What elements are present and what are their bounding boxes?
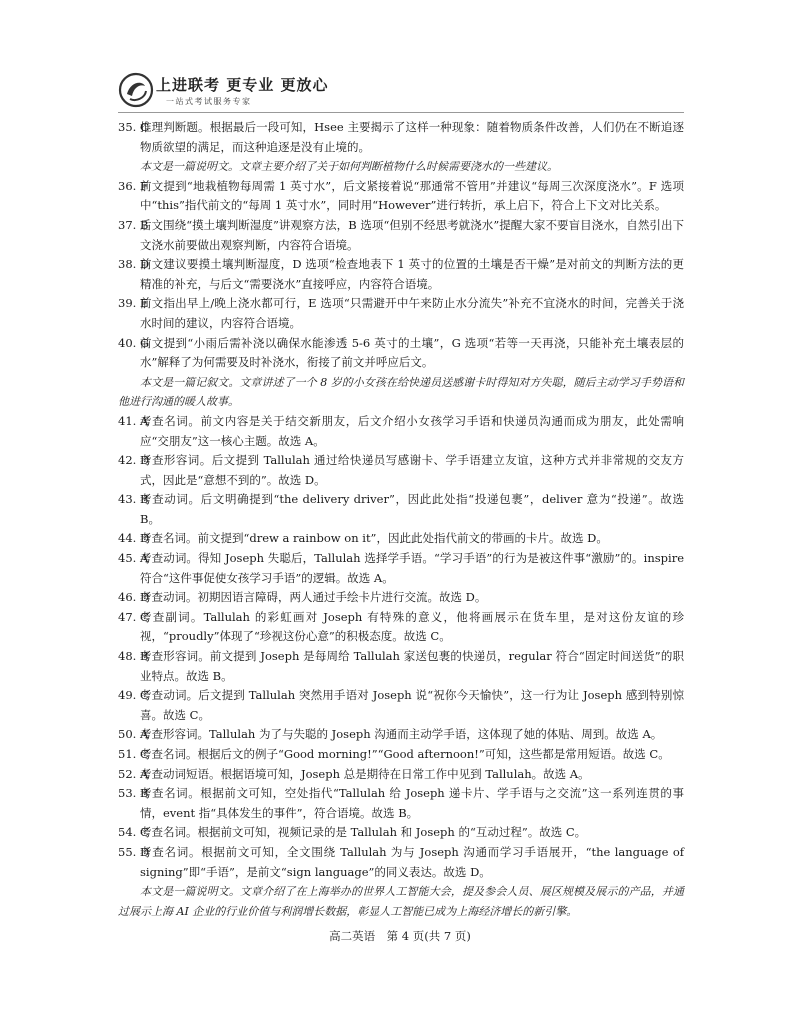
answer-item — [118, 784, 684, 823]
answer-item — [118, 412, 684, 451]
page-header — [118, 70, 418, 110]
answer-number: 46. D — [118, 590, 150, 605]
answer-number: 39. E — [118, 296, 149, 311]
answer-item — [118, 823, 684, 843]
answer-number: 53. B — [118, 786, 149, 801]
answer-explanation: 考查名词。根据前文可知，空处指代“Tallulah 给 Joseph 递卡片、学手语与之交流”这一系列连贯的事情，event 指“具体发生的事件”，符合语境。故选 B。 — [140, 786, 684, 820]
passage-summary: 本文是一篇记叙文。文章讲述了一个 8 岁的小女孩在给快递员送感谢卡时得知对方失聪，随后主动学习手势语和他进行沟通的暖人故事。 — [118, 375, 684, 409]
answer-number: 41. A — [118, 413, 149, 428]
passage-summary: 本文是一篇说明文。文章主要介绍了关于如何判断植物什么时候需要浇水的一些建议。 — [140, 160, 558, 174]
answer-explanation: 考查动词。后文提到 Tallulah 突然用手语对 Joseph 说“祝你今天愉快”，这一行为让 Joseph 感到特别惊喜。故选 C。 — [140, 688, 684, 722]
answer-number: 51. C — [118, 747, 149, 761]
answer-explanation: 推理判断题。根据最后一段可知，Hsee 主要揭示了这样一种现象：随着物质条件改善，人们仍在不断追逐物质欲望的满足，而这种追逐是没有止境的。 — [140, 120, 684, 154]
answer-explanation: 前文建议要摸土壤判断湿度，D 选项“检查地表下 1 英寸的位置的土壤是否干燥”是对前文的判断方法的更精准的补充，与后文“需要浇水”直接呼应，内容符合语境。 — [140, 257, 684, 291]
answer-number: 49. C — [118, 688, 149, 703]
answer-explanation: 前文提到“小雨后需补浇以确保水能渗透 5-6 英寸的土壤”，G 选项“若等一天再浇，只能补充土壤表层的水”解释了为何需要及时补浇水，衔接了前文并呼应后文。 — [140, 335, 684, 370]
answer-item — [118, 529, 684, 549]
answer-number: 42. D — [118, 453, 150, 468]
answer-number: 48. B — [118, 649, 149, 664]
answer-item — [118, 451, 684, 490]
answer-item — [118, 588, 684, 608]
answer-explanation: 考查动词短语。根据语境可知，Joseph 总是期待在日常工作中见到 Tallulah。故选 A。 — [140, 766, 590, 781]
answer-explanation: 考查动词。后文明确提到“the delivery driver”，因此此处指“投递包裹”，deliver 意为“投递”。故选 B。 — [140, 492, 684, 526]
answer-number: 54. C — [118, 825, 149, 840]
answer-item — [118, 216, 684, 255]
answer-item — [118, 765, 684, 785]
answer-explanation: 考查动词。得知 Joseph 失聪后，Tallulah 选择学手语。“学习手语”的行为是被这件事“激励”的。inspire 符合“这件事促使女孩学习手语”的逻辑。故选 A。 — [140, 551, 684, 585]
answer-item — [118, 255, 684, 294]
answer-item — [118, 118, 684, 157]
page-footer: 高二英语 第 4 页(共 7 页) — [329, 929, 471, 943]
answer-item — [118, 334, 684, 373]
answer-explanation: 考查动词。初期因语言障碍，两人通过手绘卡片进行交流。故选 D。 — [140, 590, 487, 605]
answer-number: 40. G — [118, 335, 150, 350]
answer-number: 43. B — [118, 492, 149, 507]
answer-explanation: 考查名词。根据前文可知，全文围绕 Tallulah 为与 Joseph 沟通而学习手语展开，“the language of signing”即“手语”，是前文“sign language”的同义表达。故选 D。 — [140, 844, 684, 879]
brand-tagline: 一站式考试服务专家 — [166, 97, 252, 106]
answer-item — [118, 549, 684, 588]
answer-number: 37. B — [118, 217, 149, 232]
logo-swirl-icon — [118, 72, 154, 108]
passage-summary: 本文是一篇说明文。文章介绍了在上海举办的世界人工智能大会，提及参会人员、展区规模及展示的产品，并通过展示上海 AI 企业的行业价值与利润增长数据，彰显人工智能已成为上海经济增长的新引擎。 — [118, 885, 684, 918]
answer-item — [118, 294, 684, 333]
answer-item — [118, 177, 684, 216]
answer-number: 45. A — [118, 551, 149, 566]
answer-number: 52. A — [118, 766, 149, 781]
answer-number: 50. A — [118, 727, 149, 742]
answer-item — [118, 725, 684, 745]
answer-explanation: 考查形容词。前文提到 Joseph 是每周给 Tallulah 家送包裹的快递员，regular 符合“固定时间送货”的职业特点。故选 B。 — [140, 649, 684, 683]
answer-explanation: 考查形容词。Tallulah 为了与失聪的 Joseph 沟通而主动学手语，这体现了她的体贴、周到。故选 A。 — [140, 727, 663, 742]
answer-explanation: 前文提到“地栽植物每周需 1 英寸水”，后文紧接着说“那通常不管用”并建议“每周三次深度浇水”。F 选项中“this”指代前文的“每周 1 英寸水”，同时用“However”进行转折，承上启下，符合上下文对比关系。 — [140, 178, 684, 213]
answer-explanation: 考查副词。Tallulah 的彩虹画对 Joseph 有特殊的意义，他将画展示在货车里，是对这份友谊的珍视，“proudly”体现了“珍视这份心意”的积极态度。故选 C。 — [140, 609, 684, 644]
answer-item — [118, 686, 684, 725]
answer-number: 47. C — [118, 609, 149, 624]
header-divider — [118, 112, 684, 113]
answer-explanation: 考查名词。前文提到“drew a rainbow on it”，因此此处指代前文的带画的卡片。故选 D。 — [140, 531, 608, 546]
answer-item — [118, 608, 684, 647]
answer-explanations — [118, 118, 684, 921]
answer-number: 44. D — [118, 531, 150, 546]
answer-item — [118, 843, 684, 882]
answer-item — [118, 647, 684, 686]
answer-number: 35. C — [118, 120, 149, 134]
answer-explanation: 考查名词。根据后文的例子“Good morning!”“Good afternoon!”可知，这些都是常用短语。故选 C。 — [140, 747, 670, 761]
answer-number: 55. D — [118, 844, 150, 859]
answer-item — [118, 490, 684, 529]
answer-number: 38. D — [118, 257, 150, 272]
answer-explanation: 考查名词。前文内容是关于结交新朋友，后文介绍小女孩学习手语和快递员沟通而成为朋友，此处需响应“交朋友”这一核心主题。故选 A。 — [140, 413, 684, 448]
answer-explanation: 考查形容词。后文提到 Tallulah 通过给快递员写感谢卡、学手语建立友谊，这种方式并非常规的交友方式，因此是“意想不到的”。故选 D。 — [140, 453, 684, 487]
answer-number: 36. F — [118, 178, 148, 193]
answer-explanation: 前文指出早上/晚上浇水都可行，E 选项“只需避开中午来防止水分流失”补充不宜浇水的时间，完善关于浇水时间的建议，内容符合语境。 — [140, 296, 684, 330]
answer-explanation: 后文围绕“摸土壤判断湿度”讲观察方法，B 选项“但别不经思考就浇水”提醒大家不要盲目浇水，自然引出下文浇水前要做出观察判断，内容符合语境。 — [140, 217, 684, 252]
answer-item — [118, 745, 684, 765]
brand-slogan: 上进联考 更专业 更放心 — [156, 76, 329, 94]
answer-explanation: 考查名词。根据前文可知，视频记录的是 Tallulah 和 Joseph 的“互动过程”。故选 C。 — [140, 825, 587, 840]
